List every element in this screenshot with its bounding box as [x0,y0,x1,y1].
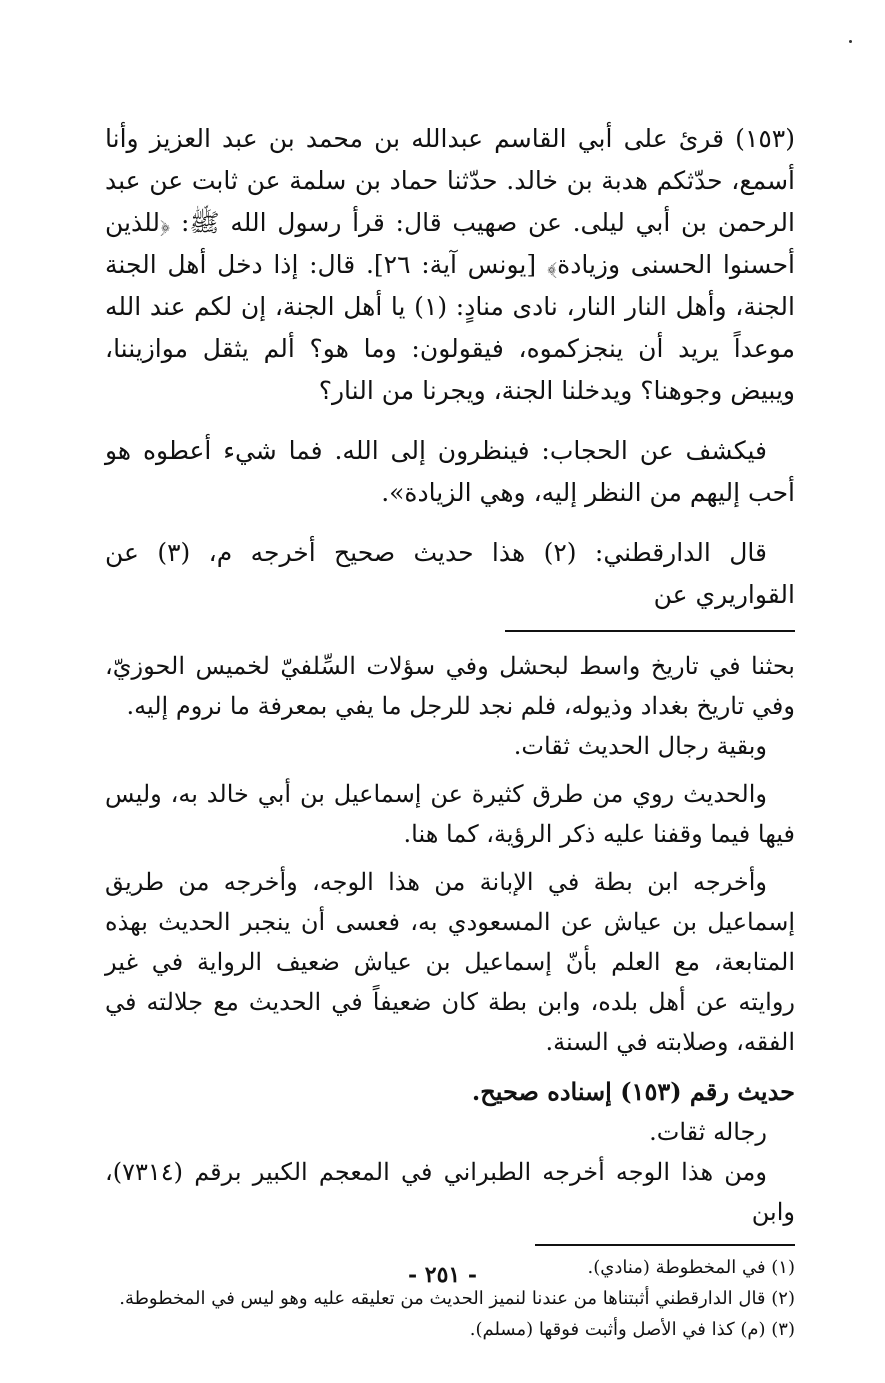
footnote: (١) في المخطوطة (منادي). [587,1257,795,1278]
scan-speck [849,40,852,43]
daraqutni-remark: قال الدارقطني: (٢) هذا حديث صحيح أخرجه م، (٣) عن القواريري عن [105,538,795,609]
commentary-paragraph: بحثنا في تاريخ واسط لبحشل وفي سؤلات السِّلفيّ لخميس الحوزيّ، وفي تاريخ بغداد وذيوله، فلم نجد للرجل ما يفي بمعرفة ما نروم إليه. [105,652,795,720]
footnote-divider [535,1244,795,1246]
commentary-paragraph: رجاله ثقات. [649,1118,767,1146]
commentary-paragraph: والحديث روي من طرق كثيرة عن إسماعيل بن أبي خالد به، وليس فيها فيما وقفنا عليه ذكر الرؤية، كما هنا. [105,780,795,848]
page-body [105,118,795,1345]
commentary-paragraph: وبقية رجال الحديث ثقات. [513,732,767,760]
commentary-paragraph: وأخرجه ابن بطة في الإبانة من هذا الوجه، وأخرجه من طريق إسماعيل بن عياش عن المسعودي به، فعسى أن ينجبر الحديث بهذه المتابعة، مع العلم بأنّ إسماعيل بن عياش ضعيف الرواية في غير روايته عن أهل بلده، وابن بطة كان ضعيفاً في الحديث مع جلالته في الفقه، وصلابته في السنة. [105,868,795,1056]
hadith-grade-heading: حديث رقم (١٥٣) إسناده صحيح. [471,1077,795,1106]
hadith-paragraph: (١٥٣) قرئ على أبي القاسم عبدالله بن محمد بن عبد العزيز وأنا أسمع، حدّثكم هدبة بن خالد. حدّثنا حماد بن سلمة عن ثابت عن عبد الرحمن بن أبي ليلى. عن صهيب قال: قرأ رسول الله ﷺ: ﴿للذين أحسنوا الحسنى وزيادة﴾ [يونس آية: ٢٦]. قال: إذا دخل أهل الجنة الجنة، وأهل النار النار، نادى منادٍ: (١) يا أهل الجنة، إن لكم عند الله موعداً يريد أن ينجزكموه، فيقولون: وما هو؟ ألم يثقل موازيننا، ويبيض وجوهنا؟ ويدخلنا الجنة، ويجرنا من النار؟ [105,124,795,405]
footnote: (٣) (م) كذا في الأصل وأثبت فوقها (مسلم). [469,1319,795,1340]
commentary-paragraph: ومن هذا الوجه أخرجه الطبراني في المعجم الكبير برقم (٧٣١٤)، وابن [105,1158,795,1226]
commentary-divider [505,630,795,632]
main-text [105,118,795,616]
commentary [105,646,795,1232]
footnote: (٢) قال الدارقطني أثبتناها من عندنا لنميز الحديث من تعليقه عليه وهو ليس في المخطوطة. [119,1288,795,1309]
hadith-continuation: فيكشف عن الحجاب: فينظرون إلى الله. فما شيء أعطوه هو أحب إليهم من النظر إليه، وهي الزيادة». [105,436,795,507]
page-number: - ٢٥١ - [407,1262,478,1288]
